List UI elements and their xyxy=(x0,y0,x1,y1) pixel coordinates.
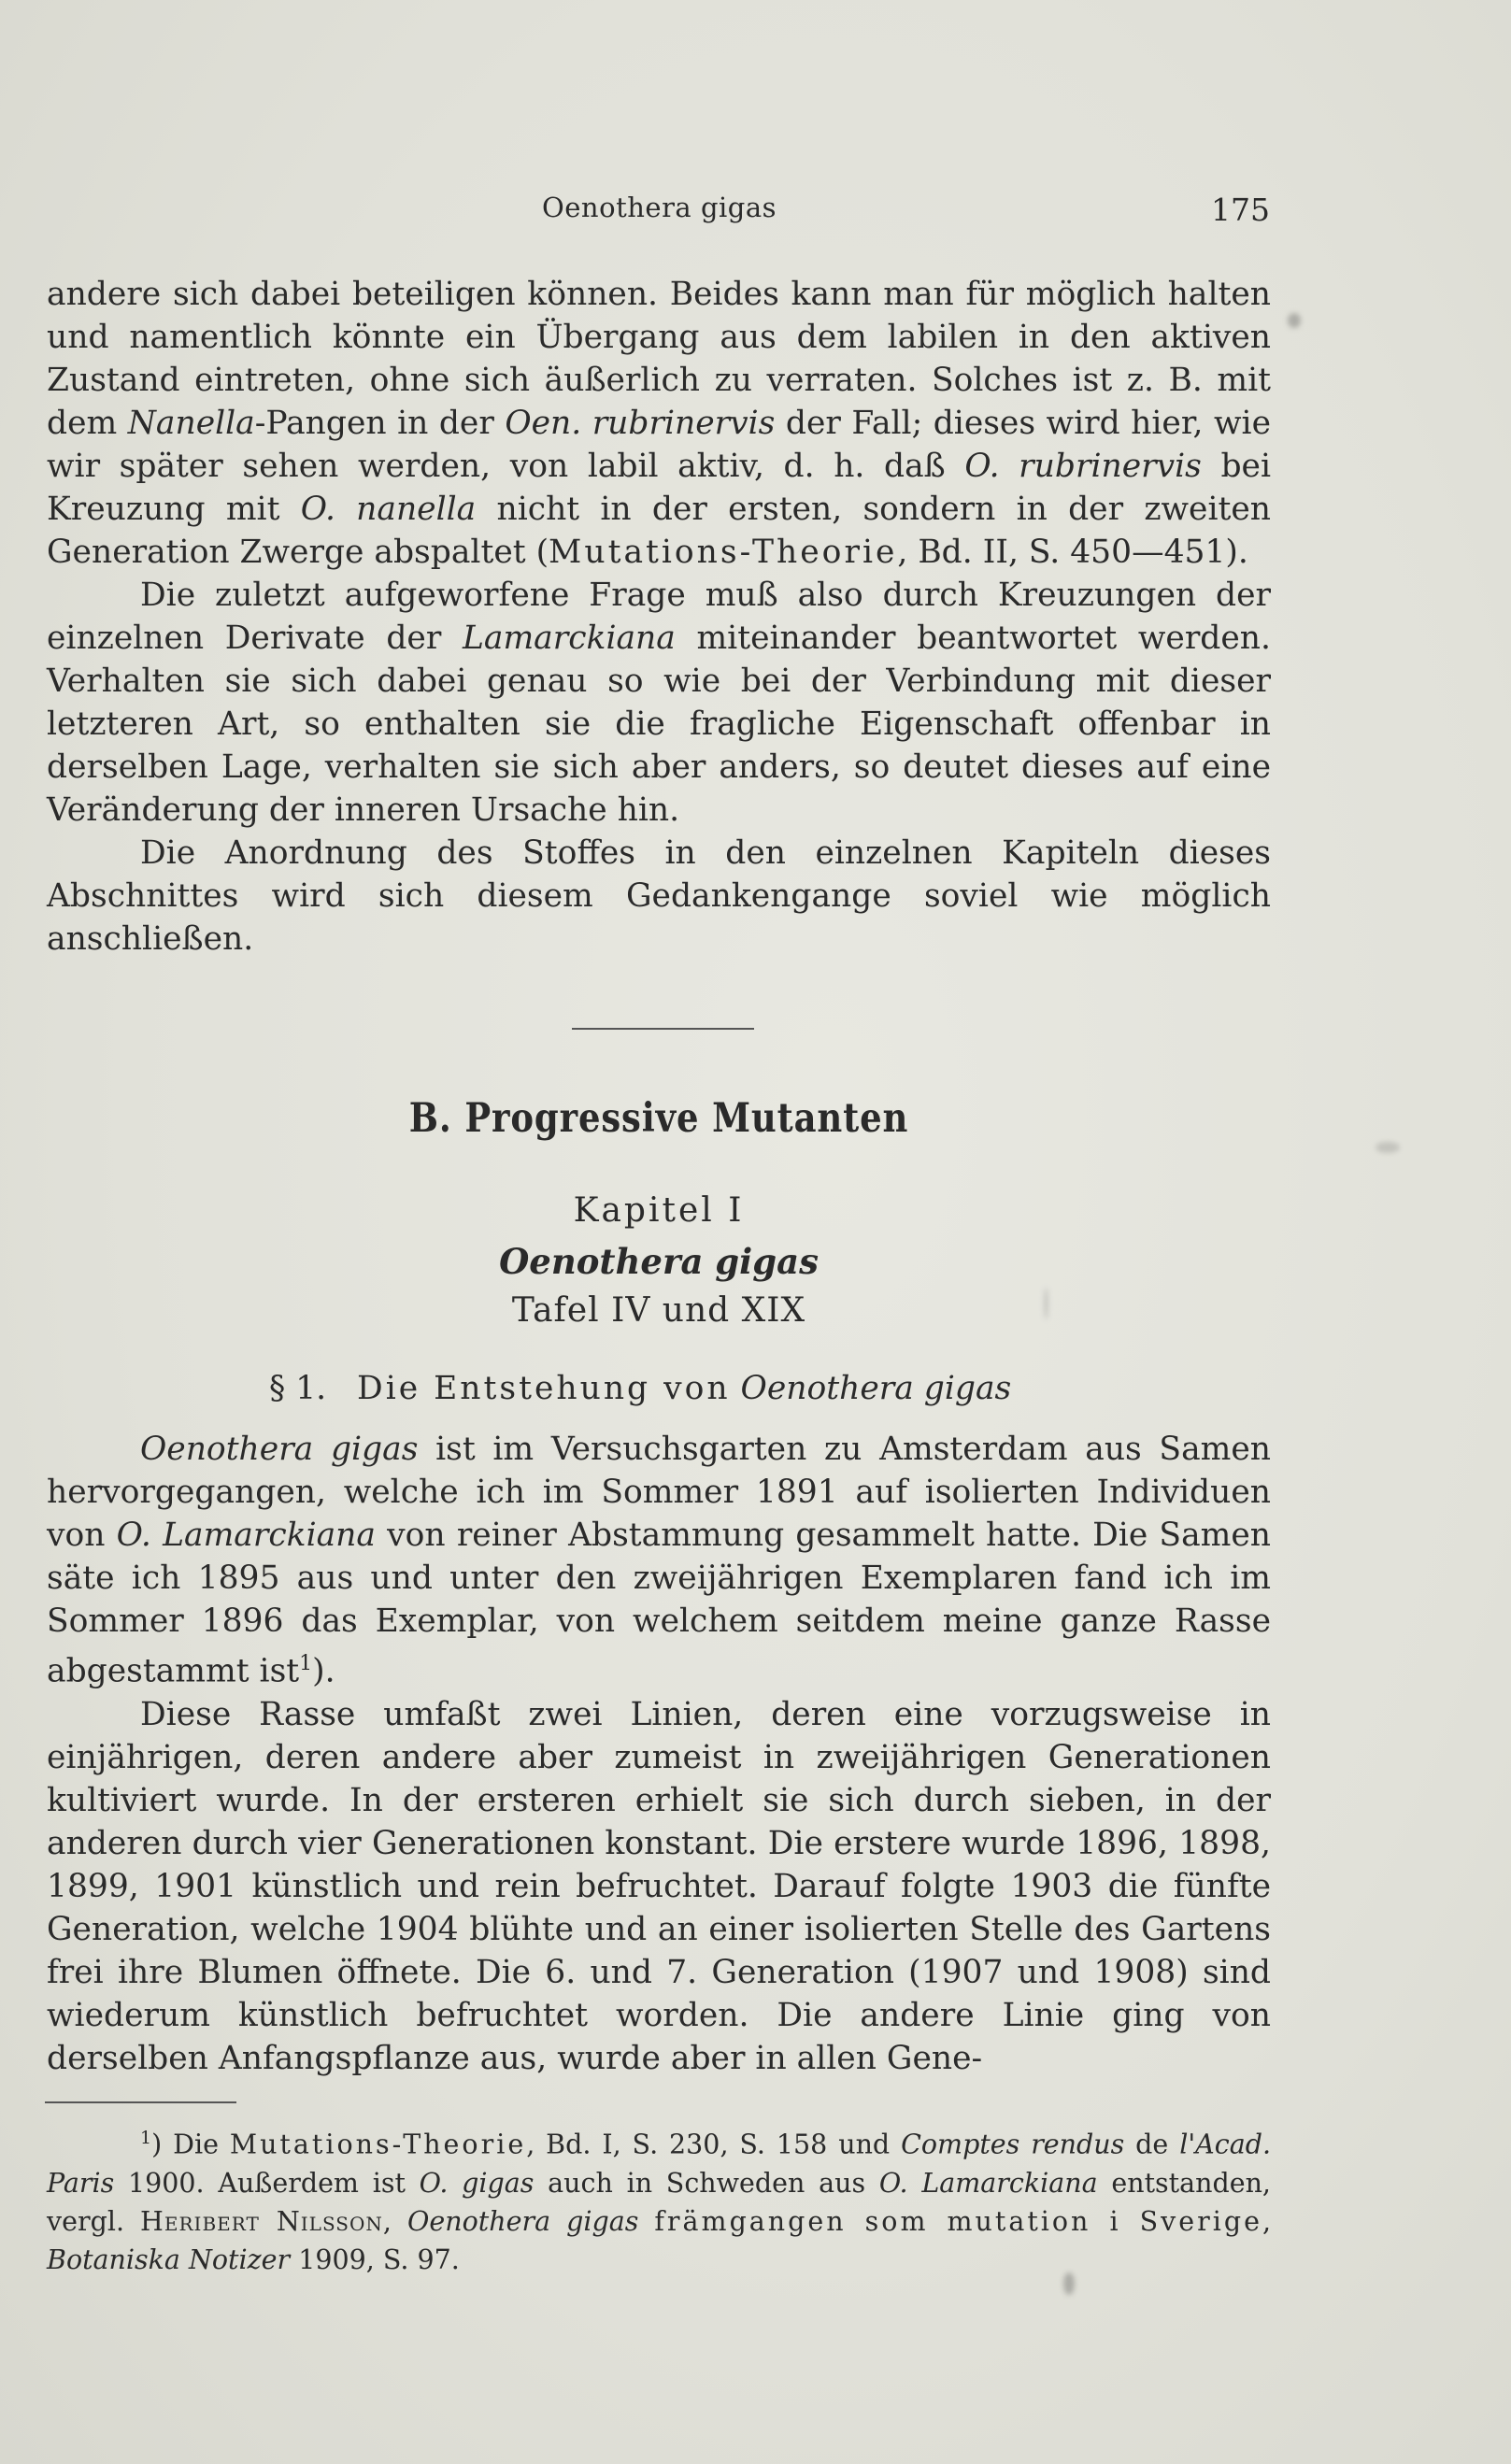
paragraph: Diese Rasse umfaßt zwei Linien, deren eine vorzugsweise in einjährigen, deren andere aber zumeist in zweijährigen Generationen kultiviert wurde. In der ersteren erhielt sie sich durch sieben, in der anderen durch vier Generationen konstant. Die erstere wurde 1896, 1898, 1899, 1901 künstlich und rein befruchtet. Darauf folgte 1903 die fünfte Generation, welche 1904 blühte und an einer isolierten Stelle des Gartens frei ihre Blumen öffnete. Die 6. und 7. Generation (1907 und 1908) sind wiederum künstlich befruchtet worden. Die andere Linie ging von derselben Anfangspflanze aus, wurde aber in allen Gene- xyxy=(47,1695,1271,2077)
paragraph-heading-species: Oenothera gigas xyxy=(740,1370,1012,1407)
footnote-marker: 1 xyxy=(140,2128,152,2148)
section-divider xyxy=(572,1028,754,1030)
section-heading: B. Progressive Mutanten xyxy=(408,1095,909,1142)
footnote-reference[interactable]: 1 xyxy=(299,1652,313,1675)
page-number: 175 xyxy=(1211,192,1270,228)
chapter-title: Oenothera gigas xyxy=(499,1241,819,1282)
print-smudge xyxy=(1045,1288,1048,1319)
author-name: Heribert Nilsson xyxy=(140,2205,383,2237)
intro-text xyxy=(47,273,1271,961)
paragraph: andere sich dabei beteiligen können. Beides kann man für möglich halten und namentlich könnte ein Übergang aus dem labilen in den aktiven Zustand eintreten, ohne sich äußerlich zu verraten. Solches ist z. B. mit dem Nanella-Pangen in der Oen. rubrinervis der Fall; dieses wird hier, wie wir später sehen werden, von labil aktiv, d. h. daß O. rubrinervis bei Kreuzung mit O. nanella nicht in der ersten, sondern in der zweiten Generation Zwerge abspaltet (Mutations-Theorie, Bd. II, S. 450—451). xyxy=(47,276,1271,571)
footnote: $^1$) Die Mutations-Theorie, Bd. I, S. 230, S. 158 und Comptes rendus de l'Acad. Paris 1900. Außerdem ist O. gigas auch in Schweden aus O. Lamarckiana entstanden, vergl. Heribert Nilsson, Oenothera gigas främgangen som mutation i Sverige, Botaniska Notizer 1909, S. 97. xyxy=(47,2128,1272,2275)
paragraph: Oenothera gigas ist im Versuchsgarten zu Amsterdam aus Samen hervorgegangen, welche ich im Sommer 1891 auf isolierten Individuen von O. Lamarckiana von reiner Abstammung gesammelt hatte. Die Samen säte ich 1895 aus und unter den zweijährigen Exemplaren fand ich im Sommer 1896 das Exemplar, von welchem seitdem meine ganze Rasse abgestammt ist$^1$). xyxy=(47,1431,1271,1690)
main-text xyxy=(47,1428,1271,2080)
chapter-label: Kapitel I xyxy=(573,1191,745,1230)
chapter-plates: Tafel IV und XIX xyxy=(511,1291,806,1330)
paragraph: Die Anordnung des Stoffes in den einzelnen Kapiteln dieses Abschnittes wird sich diesem Gedankengange soviel wie möglich anschließen. xyxy=(47,834,1271,958)
footnote-rule xyxy=(45,2101,236,2103)
print-smudge xyxy=(1288,313,1301,328)
running-title: Oenothera gigas xyxy=(542,192,777,223)
paragraph-heading xyxy=(269,1370,1011,1407)
section-symbol: § 1. xyxy=(269,1370,327,1407)
print-smudge xyxy=(1063,2272,1075,2295)
paragraph: Die zuletzt aufgeworfene Frage muß also durch Kreuzungen der einzelnen Derivate der Lamarckiana miteinander beantwortet werden. Verhalten sie sich dabei genau so wie bei der Verbindung mit dieser letzteren Art, so enthalten sie die fragliche Eigenschaft offenbar in derselben Lage, verhalten sie sich aber anders, so deutet dieses auf eine Veränderung der inneren Ursache hin. xyxy=(47,577,1271,829)
paragraph-heading-text: Die Entstehung von xyxy=(357,1370,731,1407)
print-smudge xyxy=(1376,1142,1400,1153)
